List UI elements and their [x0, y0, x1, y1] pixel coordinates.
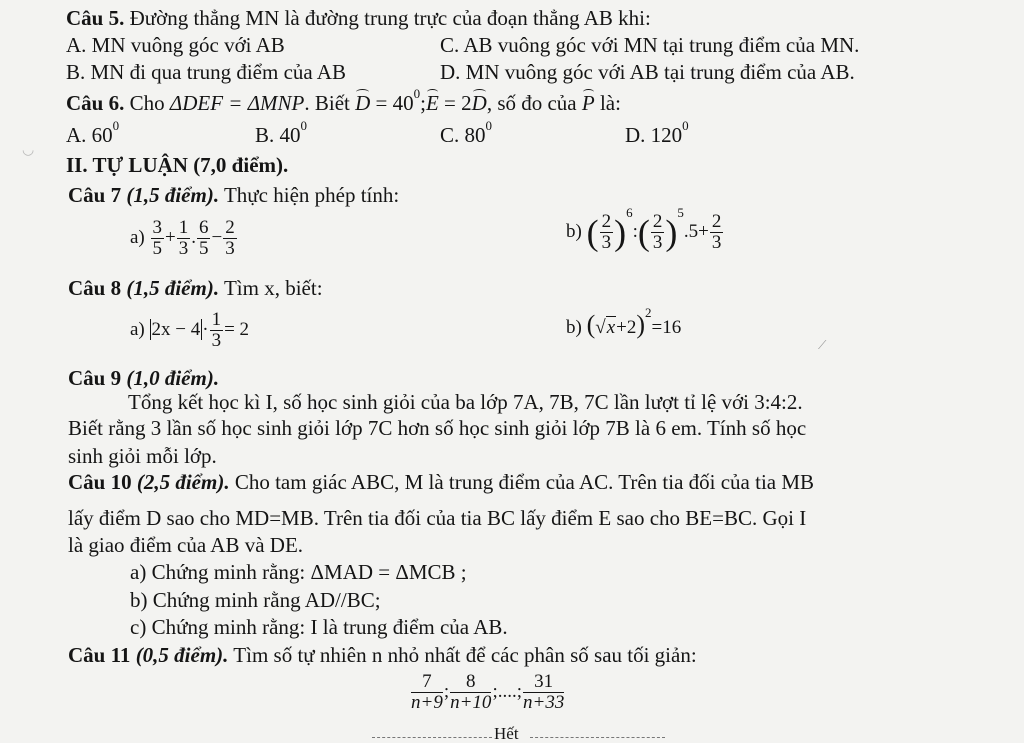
q7-question	[68, 185, 399, 206]
q8b-label: b)	[566, 317, 582, 338]
q6-question	[66, 86, 621, 115]
q9-title: Câu 9	[68, 366, 122, 390]
q10-title: Câu 10	[68, 470, 132, 494]
q9-line-3: sinh giỏi mỗi lớp.	[68, 444, 217, 468]
footer-rule-left	[372, 737, 492, 738]
q7a-label: a)	[130, 226, 145, 248]
q10-line-2: lấy điểm D sao cho MD=MB. Trên tia đối của tia BC lấy điểm E sao cho BE=BC. Gọi I	[68, 506, 807, 530]
q10-points: (2,5 điểm).	[136, 470, 230, 494]
q7a-expression: a) $\frac{3}{5}$ + $\frac{1}{3}$ . $\frac{6}{5}$ − $\frac{2}{3}$	[130, 217, 235, 259]
q8a-abs: 2x − 4	[151, 318, 201, 340]
q6-option-d: D. $120^0$	[625, 118, 689, 147]
q5-option-a: A. MN vuông góc với AB	[66, 33, 285, 57]
q5-question	[66, 8, 651, 29]
section-title: II. TỰ LUẬN (7,0 điểm).	[66, 153, 289, 177]
q11-frac-3: $\frac{31}{n+33}$	[523, 671, 565, 713]
q6-eq-2: = 2	[438, 91, 472, 115]
q9-line-2: Biết rằng 3 lần số học sinh giỏi lớp 7C hơn số học sinh giỏi lớp 7B là 6 em. Tính số học	[68, 416, 807, 440]
q5-title: Câu 5.	[66, 6, 125, 30]
q11-title: Câu 11	[68, 643, 131, 667]
q6-option-a: A. $60^0$	[66, 118, 120, 147]
q10-question	[68, 472, 814, 493]
q6-triangles: ΔDEF = ΔMNP	[169, 91, 305, 115]
q5-option-d: D. MN vuông góc với AB tại trung điểm của AB.	[440, 60, 855, 84]
q6-text-4: là:	[599, 91, 621, 115]
q9-points: (1,0 điểm).	[126, 366, 220, 390]
end-marker: Hết	[494, 724, 519, 743]
q11-points: (0,5 điểm).	[135, 643, 229, 667]
q8-points: (1,5 điểm).	[126, 276, 220, 300]
q7a-frac-4: $\frac{2}{3}$	[225, 217, 235, 259]
q7b-label: b)	[566, 220, 582, 242]
q11-frac-1: $\frac{7}{n+9}$	[411, 671, 443, 713]
q7a-frac-2: $\frac{1}{3}$	[178, 217, 189, 259]
q9-line-1: Tổng kết học kì I, số học sinh giỏi của ba lớp 7A, 7B, 7C lần lượt tỉ lệ với 3:4:2.	[128, 390, 803, 414]
footer-rule-right	[530, 737, 665, 738]
q7-points: (1,5 điểm).	[126, 183, 220, 207]
q7a-frac-3: $\frac{6}{5}$	[198, 217, 209, 259]
q10-line-3: là giao điểm của AB và DE.	[68, 533, 304, 557]
q8a-frac: $\frac{1}{3}$	[211, 309, 222, 351]
q10-line-1: Cho tam giác ABC, M là trung điểm của AC. Trên tia đối của tia MB	[234, 470, 815, 494]
q5-text: Đường thẳng MN là đường trung trực của đoạn thẳng AB khi:	[129, 6, 651, 30]
q11-fractions: $\frac{7}{n+9}$ ; $\frac{8}{n+10}$ ;....; $\frac{31}{n+33}$	[411, 671, 565, 713]
q6-sep: ;	[420, 91, 426, 115]
q6-angle-p: P	[581, 91, 595, 115]
q8b-expression: b) $(√x+2)^2=16$	[566, 305, 682, 339]
q6-angle-d: D	[355, 91, 371, 115]
q8-text: Tìm x, biết:	[223, 276, 323, 300]
q6-angle-d-2: D	[471, 91, 487, 115]
margin-mark: ◡	[22, 143, 35, 158]
q10-part-a: a) Chứng minh rằng: ΔMAD = ΔMCB ;	[130, 560, 467, 584]
q9-question	[68, 368, 219, 389]
q8-title: Câu 8	[68, 276, 122, 300]
q10-part-b: b) Chứng minh rằng AD//BC;	[130, 588, 381, 612]
q6-option-b: B. $40^0$	[255, 118, 308, 147]
q8a-label: a)	[130, 318, 145, 340]
q6-text-3: , số đo của	[486, 91, 577, 115]
q7b-frac-1: $\frac{2}{3}$	[601, 211, 612, 253]
q8-question	[68, 278, 323, 299]
q6-text-2: . Biết	[304, 91, 350, 115]
q6-eq-1: = 40	[370, 91, 414, 115]
q7-title: Câu 7	[68, 183, 122, 207]
q5-option-b: B. MN đi qua trung điểm của AB	[66, 60, 346, 84]
q6-text-1: Cho	[129, 91, 165, 115]
q6-option-c: C. $80^0$	[440, 118, 493, 147]
q7b-expression: b) ( $\frac{2}{3}$ )$^6$:( $\frac{2}{3}$ )$^5$.5+ $\frac{2}{3}$	[566, 205, 722, 253]
pen-mark: ⟋	[818, 338, 827, 352]
q7-text: Thực hiện phép tính:	[223, 183, 400, 207]
q7a-frac-1: $\frac{3}{5}$	[152, 217, 163, 259]
q11-question	[68, 645, 697, 666]
q6-angle-e: E	[425, 91, 439, 115]
q10-part-c: c) Chứng minh rằng: I là trung điểm của AB.	[130, 615, 508, 639]
q5-option-c: C. AB vuông góc với MN tại trung điểm của MN.	[440, 33, 860, 57]
q7b-frac-2: $\frac{2}{3}$	[652, 211, 663, 253]
q7b-frac-3: $\frac{2}{3}$	[711, 211, 722, 253]
q6-title: Câu 6.	[66, 91, 125, 115]
q11-frac-2: $\frac{8}{n+10}$	[450, 671, 492, 713]
q11-text: Tìm số tự nhiên n nhỏ nhất để các phân số sau tối giản:	[233, 643, 697, 667]
q6-degree-1: 0	[413, 86, 421, 101]
q8a-expression: a) 2x − 4 · $\frac{1}{3}$ = 2	[130, 309, 250, 351]
